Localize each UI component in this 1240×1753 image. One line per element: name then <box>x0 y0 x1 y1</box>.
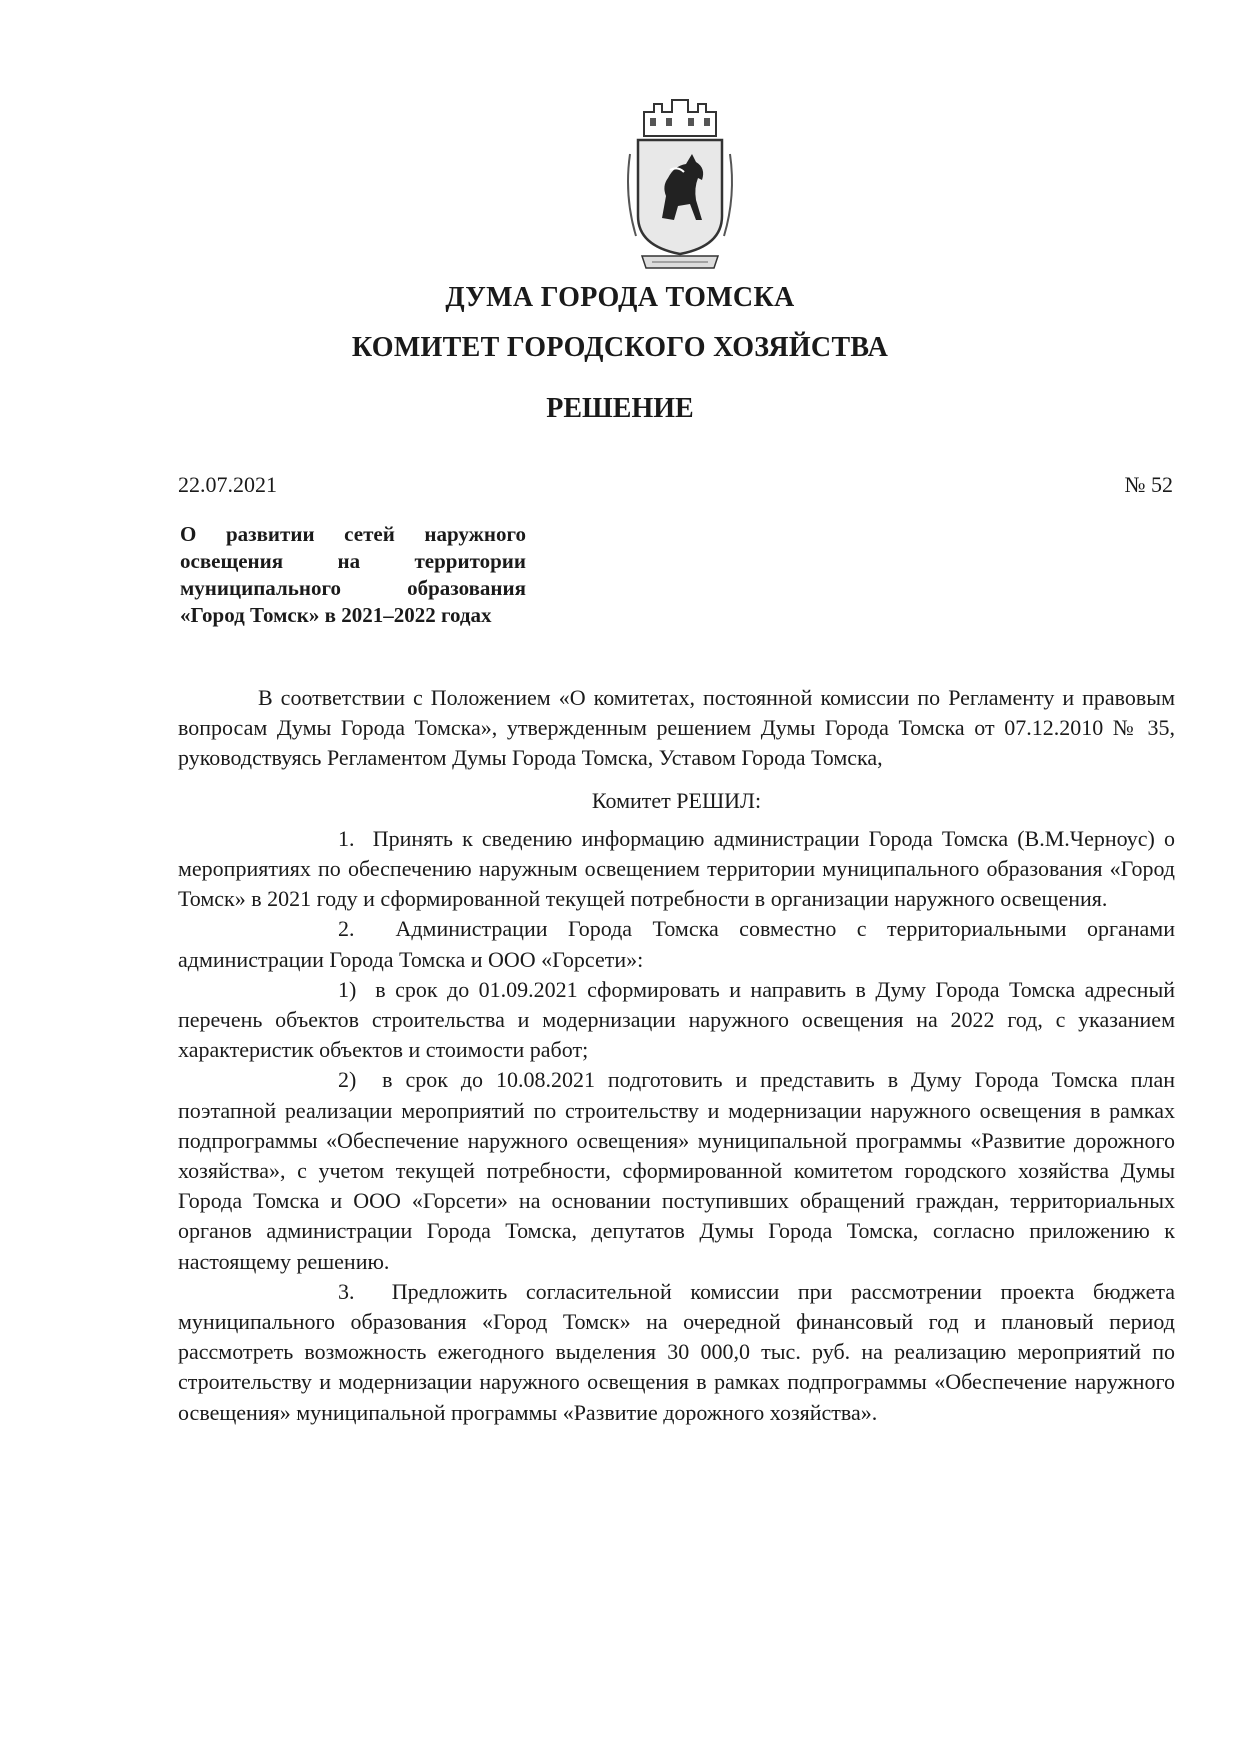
clause-2-1-number: 1) <box>338 976 357 1002</box>
committee-name: КОМИТЕТ ГОРОДСКОГО ХОЗЯЙСТВА <box>351 332 889 363</box>
clause-2-2 <box>178 1065 1175 1276</box>
tomsk-coat-of-arms-icon <box>622 96 738 272</box>
clause-2-2-text: в срок до 10.08.2021 подготовить и представить в Думу Города Томска план поэтапной реализации мероприятий по строительству и модернизации наружного освещения в рамках подпрограммы «Обеспечение наружного освещения» муниципальной программы «Развитие дорожного хозяйства», с учетом текущей потребности, сформированной комитетом городского хозяйства Думы Города Томска и ООО «Горсети» на основании поступивших обращений граждан, территориальных органов администрации Города Томска, депутатов Думы Города Томска, согласно приложению к настоящему решению. <box>178 1067 1176 1274</box>
clause-1 <box>178 824 1175 915</box>
document-type: РЕШЕНИЕ <box>546 393 694 424</box>
decision-heading: Комитет РЕШИЛ: <box>591 787 762 813</box>
clause-2-2-number: 2) <box>338 1067 357 1093</box>
document-number: № 52 <box>1124 472 1173 497</box>
clause-2-1-text: в срок до 01.09.2021 сформировать и направить в Думу Города Томска адресный перечень объектов строительства и модернизации наружного освещения на 2022 год, с указанием характеристик объектов и стоимости работ; <box>178 976 1176 1063</box>
clause-1-text: Принять к сведению информацию администрации Города Томска (В.М.Черноус) о мероприятиях по обеспечению наружным освещением территории муниципального образования «Город Томск» в 2021 году и сформированной текущей потребности в организации наружного освещения. <box>178 825 1175 912</box>
preamble-paragraph: В соответствии с Положением «О комитетах, постоянной комиссии по Регламенту и правовым вопросам Думы Города Томска», утвержденным решением Думы Города Томска от 07.12.2010 № 35, руководствуясь Регламентом Думы Города Томска, Уставом Города Томска, <box>178 685 1175 771</box>
clause-3-text: Предложить согласительной комиссии при рассмотрении проекта бюджета муниципального образования «Город Томск» на очередной финансовый год и плановый период рассмотреть возможность ежегодного выделения 30 000,0 тыс. руб. на реализацию мероприятий по строительству и модернизации наружного освещения в рамках подпрограммы «Обеспечение наружного освещения» муниципальной программы «Развитие дорожного хозяйства». <box>178 1278 1175 1425</box>
document-body <box>178 683 1175 1428</box>
organization-name: ДУМА ГОРОДА ТОМСКА <box>445 282 795 313</box>
clause-3 <box>178 1277 1175 1428</box>
clause-1-number: 1. <box>338 825 355 851</box>
document-subject: О развитии сетей наружного освещения на территории муниципального образования «Город Томск» в 2021–2022 годах <box>180 522 526 627</box>
clause-2-text: Администрации Города Томска совместно с территориальными органами администрации Города Томска и ООО «Горсети»: <box>178 916 1175 972</box>
document-date: 22.07.2021 <box>178 472 277 497</box>
clause-2-1 <box>178 975 1175 1066</box>
clause-3-number: 3. <box>338 1278 355 1304</box>
clause-2-number: 2. <box>338 916 355 942</box>
clause-2 <box>178 914 1175 974</box>
